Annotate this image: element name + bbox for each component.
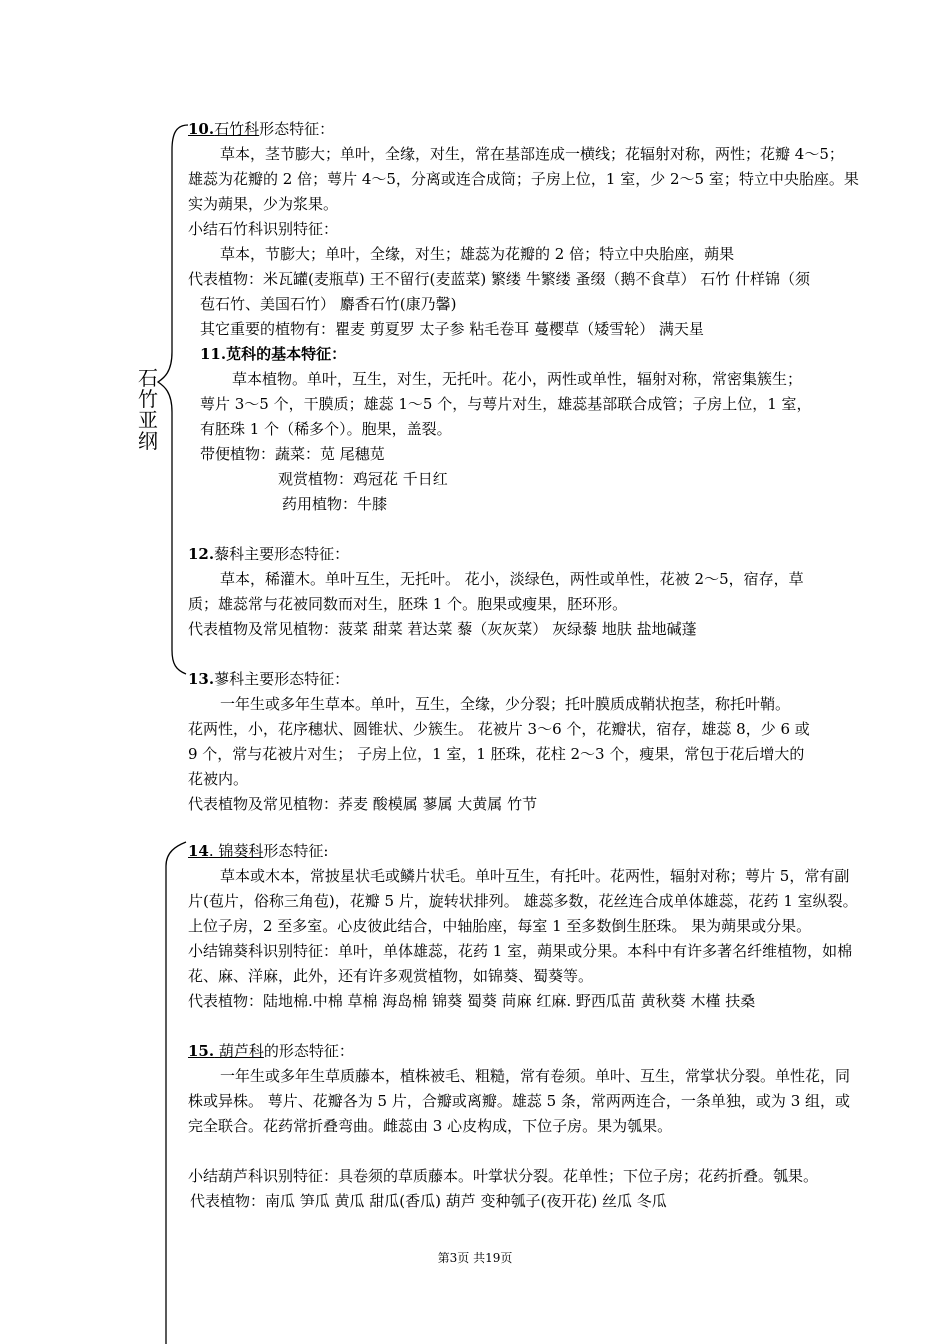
section-14-summary: 小结锦葵科识别特征：单叶，单体雄蕊，花药 1 室，蒴果或分果。本科中有许多著名纤维植物，如棉 bbox=[188, 942, 853, 960]
section-15-representatives: 代表植物：南瓜 笋瓜 黄瓜 甜瓜(香瓜) 葫芦 变种瓠子(夜开花) 丝瓜 冬瓜 bbox=[190, 1192, 667, 1210]
section-15-line: 株或异株。 萼片、花瓣各为 5 片，合瓣或离瓣。雄蕊 5 条，常两两连合，一条单独，或为 3 组，或 bbox=[188, 1092, 851, 1110]
section-14-line: 花、麻、洋麻，此外，还有许多观赏植物，如锦葵、蜀葵等。 bbox=[188, 967, 594, 985]
section-14-line: 草本或木本，常披星状毛或鳞片状毛。单叶互生，有托叶。花两性，辐射对称；萼片 5，常有副 bbox=[220, 867, 850, 885]
section-15-heading: 15. 葫芦科的形态特征： bbox=[188, 1042, 354, 1060]
section-11-line: 草本植物。单叶，互生，对生，无托叶。花小，两性或单性，辐射对称，常密集簇生； bbox=[232, 370, 803, 388]
section-11-line: 萼片 3～5 个，干膜质；雄蕊 1～5 个，与萼片对生，雄蕊基部联合成管；子房上位，1 室， bbox=[200, 395, 812, 413]
section-14-heading: 14. 锦葵科形态特征: bbox=[188, 842, 329, 860]
section-15-line: 完全联合。花药常折叠弯曲。雌蕊由 3 心皮构成，下位子房。果为瓠果。 bbox=[188, 1117, 673, 1135]
section-13-line: 花被内。 bbox=[188, 770, 249, 788]
section-10-line: 雄蕊为花瓣的 2 倍；萼片 4～5，分离或连合成筒；子房上位，1 室，少 2～5 室；特立中央胎座。果 bbox=[188, 170, 859, 188]
section-11-line: 有胚珠 1 个（稀多个）。胞果，盖裂。 bbox=[200, 420, 452, 438]
section-12-line: 质；雄蕊常与花被同数而对生，胚珠 1 个。胞果或瘦果，胚环形。 bbox=[188, 595, 628, 613]
section-12-line: 草本，稀灌木。单叶互生，无托叶。 花小，淡绿色，两性或单性，花被 2～5，宿存，草 bbox=[220, 570, 804, 588]
section-10-heading: 10.石竹科形态特征： bbox=[188, 120, 335, 138]
subclass-label: 石竹亚纲 bbox=[138, 366, 158, 453]
section-15-summary: 小结葫芦科识别特征：具卷须的草质藤本。叶掌状分裂。花单性；下位子房；花药折叠。瓠果。 bbox=[188, 1167, 819, 1185]
section-12-representatives: 代表植物及常见植物：菠菜 甜菜 莙达菜 藜（灰灰菜） 灰绿藜 地肤 盐地碱蓬 bbox=[188, 620, 697, 638]
section-13-line: 9 个，常与花被片对生； 子房上位，1 室，1 胚珠，花柱 2～3 个，瘦果，常包于花后增大的 bbox=[188, 745, 805, 763]
section-10-line: 实为蒴果，少为浆果。 bbox=[188, 195, 339, 213]
section-14-line: 片(苞片，俗称三角苞)，花瓣 5 片，旋转状排列。 雄蕊多数，花丝连合成单体雄蕊，花药 1 室纵裂。 bbox=[188, 892, 858, 910]
section-15-line: 一年生或多年生草质藤本，植株被毛、粗糙，常有卷须。单叶、互生，常掌状分裂。单性花，同 bbox=[220, 1067, 851, 1085]
page-footer: 第3页 共19页 bbox=[437, 1251, 513, 1265]
section-10-line: 草本，节膨大；单叶，全缘，对生；雄蕊为花瓣的 2 倍；特立中央胎座，蒴果 bbox=[220, 245, 735, 263]
section-12-heading: 12.藜科主要形态特征： bbox=[188, 545, 350, 563]
section-14-representatives: 代表植物：陆地棉.中棉 草棉 海岛棉 锦葵 蜀葵 苘麻 红麻. 野西瓜苗 黄秋葵 木槿 扶桑 bbox=[188, 992, 756, 1010]
section-11-plants-vegetable: 带便植物：蔬菜：苋 尾穗苋 bbox=[200, 445, 385, 463]
section-10-other-plants: 其它重要的植物有：瞿麦 剪夏罗 太子参 粘毛卷耳 蔓樱草（矮雪轮） 满天星 bbox=[200, 320, 704, 338]
section-11-plants-medicinal: 药用植物：牛膝 bbox=[282, 495, 388, 513]
section-13-heading: 13.蓼科主要形态特征： bbox=[188, 670, 350, 688]
section-11-heading: 11.苋科的基本特征： bbox=[200, 345, 347, 363]
section-10-representatives: 代表植物：米瓦罐(麦瓶草) 王不留行(麦蓝菜) 繁缕 牛繁缕 蚤缀（鹅不食草） 石竹 什样锦（须 bbox=[188, 270, 811, 288]
section-10-summary-title: 小结石竹科识别特征： bbox=[188, 220, 339, 238]
section-11-plants-ornamental: 观赏植物：鸡冠花 千日红 bbox=[278, 470, 448, 488]
section-10-line: 草本，茎节膨大；单叶，全缘，对生，常在基部连成一横线；花辐射对称，两性；花瓣 4～5； bbox=[220, 145, 844, 163]
section-13-line: 花两性，小，花序穗状、圆锥状、少簇生。 花被片 3～6 个，花瓣状，宿存，雄蕊 8，少 6 或 bbox=[188, 720, 810, 738]
section-13-representatives: 代表植物及常见植物：荞麦 酸模属 蓼属 大黄属 竹节 bbox=[188, 795, 538, 813]
section-14-line: 上位子房，2 至多室。心皮彼此结合，中轴胎座，每室 1 至多数倒生胚珠。 果为蒴果或分果。 bbox=[188, 917, 812, 935]
section-10-line: 苞石竹、美国石竹） 麝香石竹(康乃馨) bbox=[200, 295, 457, 313]
section-13-line: 一年生或多年生草本。单叶，互生，全缘，少分裂；托叶膜质成鞘状抱茎，称托叶鞘。 bbox=[220, 695, 791, 713]
